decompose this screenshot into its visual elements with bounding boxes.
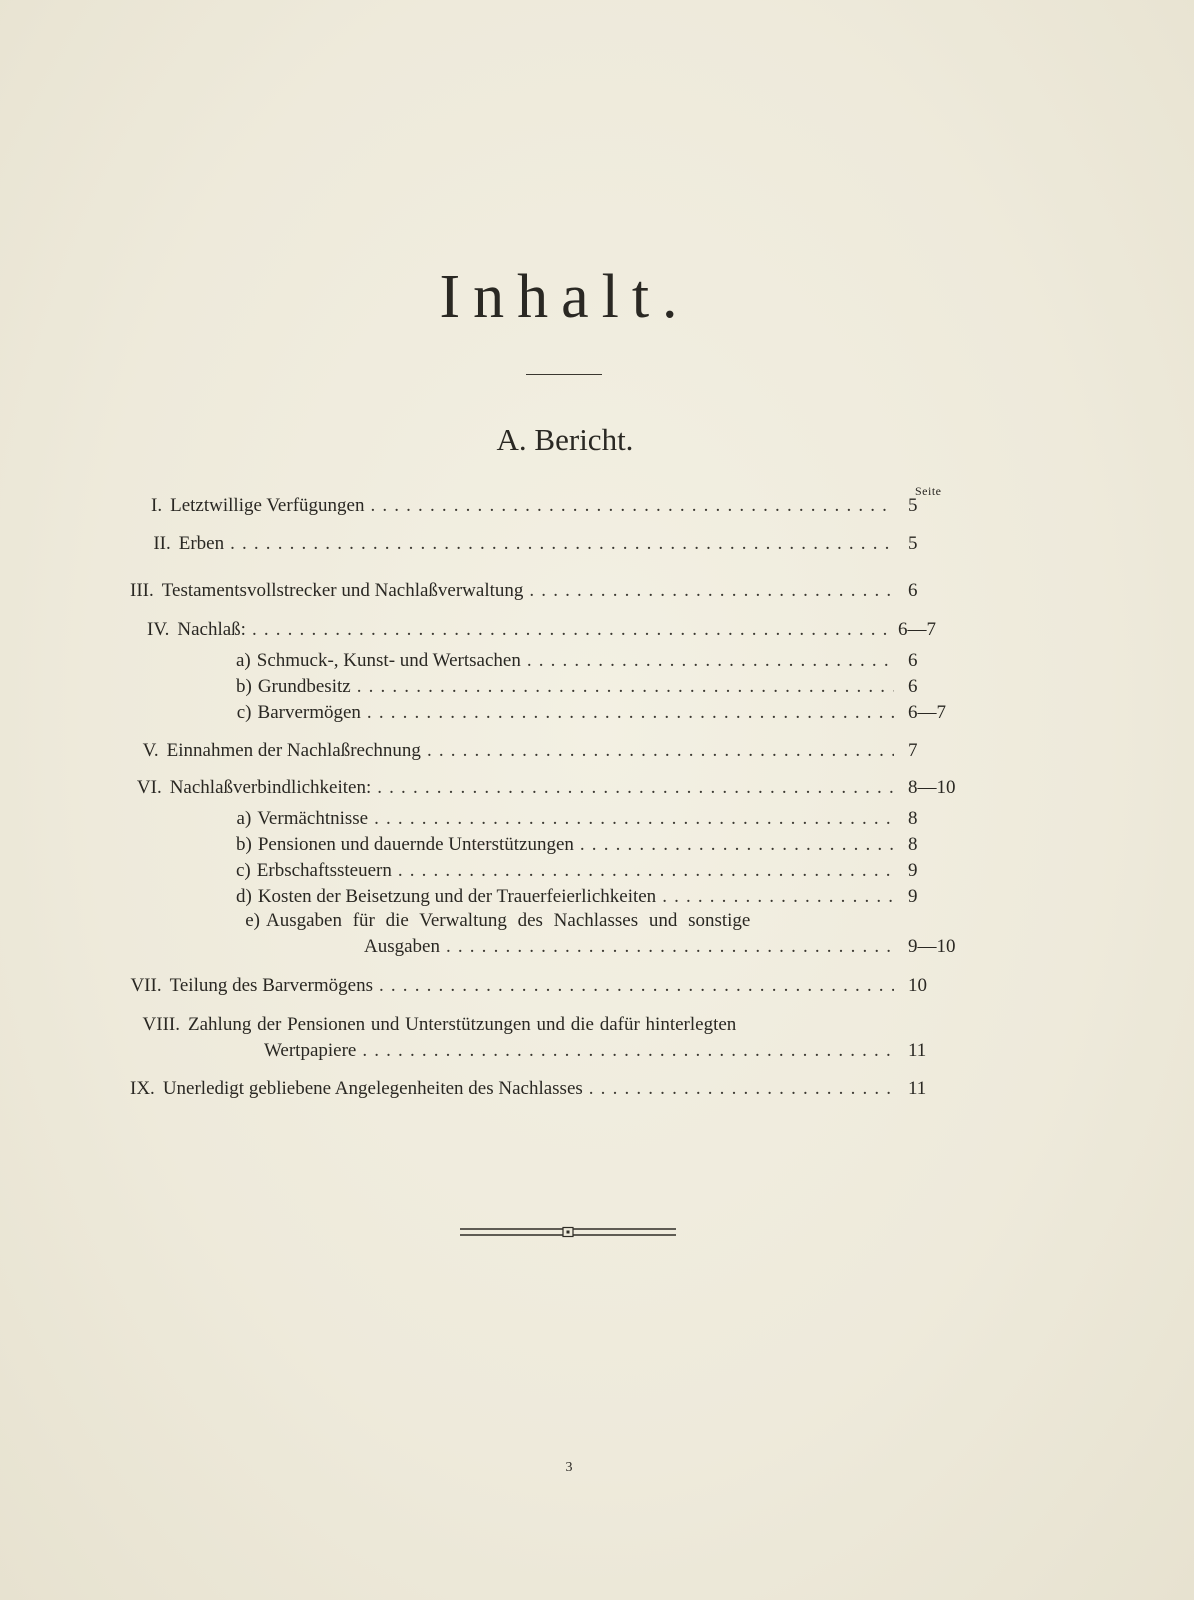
toc-subentry-label: Kosten der Beisetzung und der Trauerfeierlichkeiten <box>257 886 657 907</box>
toc-subentry-label-continuation: Ausgaben <box>364 936 440 957</box>
toc-subentry <box>236 832 894 858</box>
toc-entry <box>130 775 894 801</box>
toc-entry <box>130 617 894 643</box>
toc-subentry <box>236 674 894 700</box>
toc-subentry-continuation <box>364 934 894 960</box>
toc-entry-label: Teilung des Barvermögens <box>169 975 373 996</box>
toc-entry-page: 9 <box>908 886 918 907</box>
closing-ornament <box>460 1226 676 1238</box>
leader-dots <box>364 493 894 519</box>
leader-dots <box>583 1076 894 1102</box>
toc-subentry-letter: c) <box>236 860 251 881</box>
leader-dots <box>361 700 894 726</box>
toc-subentry <box>236 806 894 832</box>
title-divider <box>526 374 602 375</box>
toc-entry-number: V. <box>142 740 159 761</box>
leader-dots <box>246 617 894 643</box>
toc-entry <box>130 578 894 604</box>
toc-entry-label: Testamentsvollstrecker und Nachlaßverwaltung <box>161 580 524 601</box>
toc-entry-number: IX. <box>130 1078 155 1099</box>
toc-entry <box>130 531 894 557</box>
toc-entry-page: 8 <box>908 834 918 855</box>
toc-entry-page: 6 <box>908 580 918 601</box>
section-heading: A. Bericht. <box>496 422 634 457</box>
toc-subentry-label: Vermächtnisse <box>257 808 369 829</box>
page-title: Inhalt. <box>439 263 691 331</box>
toc-subentry <box>236 908 900 934</box>
leader-dots <box>224 531 894 557</box>
page-column-header: Seite <box>915 484 942 498</box>
page-number: 3 <box>565 1460 573 1475</box>
toc-entry-label: Erben <box>178 533 225 554</box>
toc-entry-number: III. <box>130 580 154 601</box>
toc-subentry <box>236 858 894 884</box>
toc-entry-page: 5 <box>908 495 918 516</box>
toc-entry <box>130 1012 736 1038</box>
leader-dots <box>421 738 894 764</box>
leader-dots <box>523 578 894 604</box>
toc-entry-page: 7 <box>908 740 918 761</box>
toc-subentry-letter: b) <box>236 834 252 855</box>
toc-subentry-label: Barvermögen <box>257 702 361 723</box>
toc-subentry <box>236 884 894 910</box>
toc-subentry-letter: a) <box>236 808 252 829</box>
toc-entry-label: Letztwillige Verfügungen <box>170 495 365 516</box>
toc-entry-page: 11 <box>908 1040 927 1061</box>
leader-dots <box>373 973 894 999</box>
toc-entry-number: VII. <box>130 975 162 996</box>
toc-entry-page: 6—7 <box>908 702 946 723</box>
toc-entry-number: VI. <box>136 777 162 798</box>
toc-subentry-label: Erbschaftssteuern <box>256 860 392 881</box>
leader-dots <box>440 934 894 960</box>
toc-entry-label: Unerledigt gebliebene Angelegenheiten des Nachlasses <box>162 1078 583 1099</box>
toc-subentry <box>236 648 894 674</box>
toc-entry-page: 11 <box>908 1078 927 1099</box>
toc-entry-page: 9 <box>908 860 918 881</box>
toc-entry-number: VIII. <box>142 1014 180 1035</box>
toc-entry-number: II. <box>153 533 171 554</box>
toc-entry-page: 8 <box>908 808 918 829</box>
toc-subentry-label: Pensionen und dauernde Unterstützungen <box>257 834 574 855</box>
toc-subentry-letter: a) <box>236 650 251 671</box>
toc-subentry <box>236 700 894 726</box>
leader-dots <box>368 806 894 832</box>
toc-entry-page: 6 <box>908 676 918 697</box>
toc-entry-page: 8—10 <box>908 777 956 798</box>
toc-subentry-label: Grundbesitz <box>257 676 351 697</box>
toc-subentry-letter: b) <box>236 676 252 697</box>
toc-entry-continuation <box>264 1038 894 1064</box>
toc-entry <box>130 738 894 764</box>
toc-subentry-letter: d) <box>236 886 252 907</box>
leader-dots <box>392 858 894 884</box>
toc-entry-label: Einnahmen der Nachlaßrechnung <box>166 740 421 761</box>
toc-entry-page: 9—10 <box>908 936 956 957</box>
toc-subentry-label: Ausgaben für die Verwaltung des Nachlasses und sonstige <box>266 910 751 931</box>
toc-entry <box>130 973 894 999</box>
toc-entry-page: 6 <box>908 650 918 671</box>
toc-entry-page: 5 <box>908 533 918 554</box>
leader-dots <box>351 674 894 700</box>
toc-entry <box>130 493 894 519</box>
leader-dots <box>656 884 894 910</box>
toc-entry-page: 6—7 <box>898 619 936 640</box>
toc-subentry-letter: c) <box>236 702 252 723</box>
leader-dots <box>371 775 894 801</box>
toc-entry <box>130 1076 894 1102</box>
toc-entry-page: 10 <box>908 975 927 996</box>
toc-subentry-letter: e) <box>245 910 260 931</box>
leader-dots <box>521 648 894 674</box>
leader-dots <box>574 832 894 858</box>
toc-entry-label-continuation: Wertpapiere <box>264 1040 357 1061</box>
toc-entry-label: Nachlaßverbindlichkeiten: <box>169 777 372 798</box>
toc-subentry-label: Schmuck-, Kunst- und Wertsachen <box>256 650 521 671</box>
toc-entry-label: Zahlung der Pensionen und Unterstützungen und die dafür hinterlegten <box>188 1014 737 1035</box>
toc-entry-number: I. <box>151 495 163 516</box>
toc-entry-label: Nachlaß: <box>177 619 246 640</box>
toc-entry-number: IV. <box>147 619 170 640</box>
leader-dots <box>356 1038 894 1064</box>
